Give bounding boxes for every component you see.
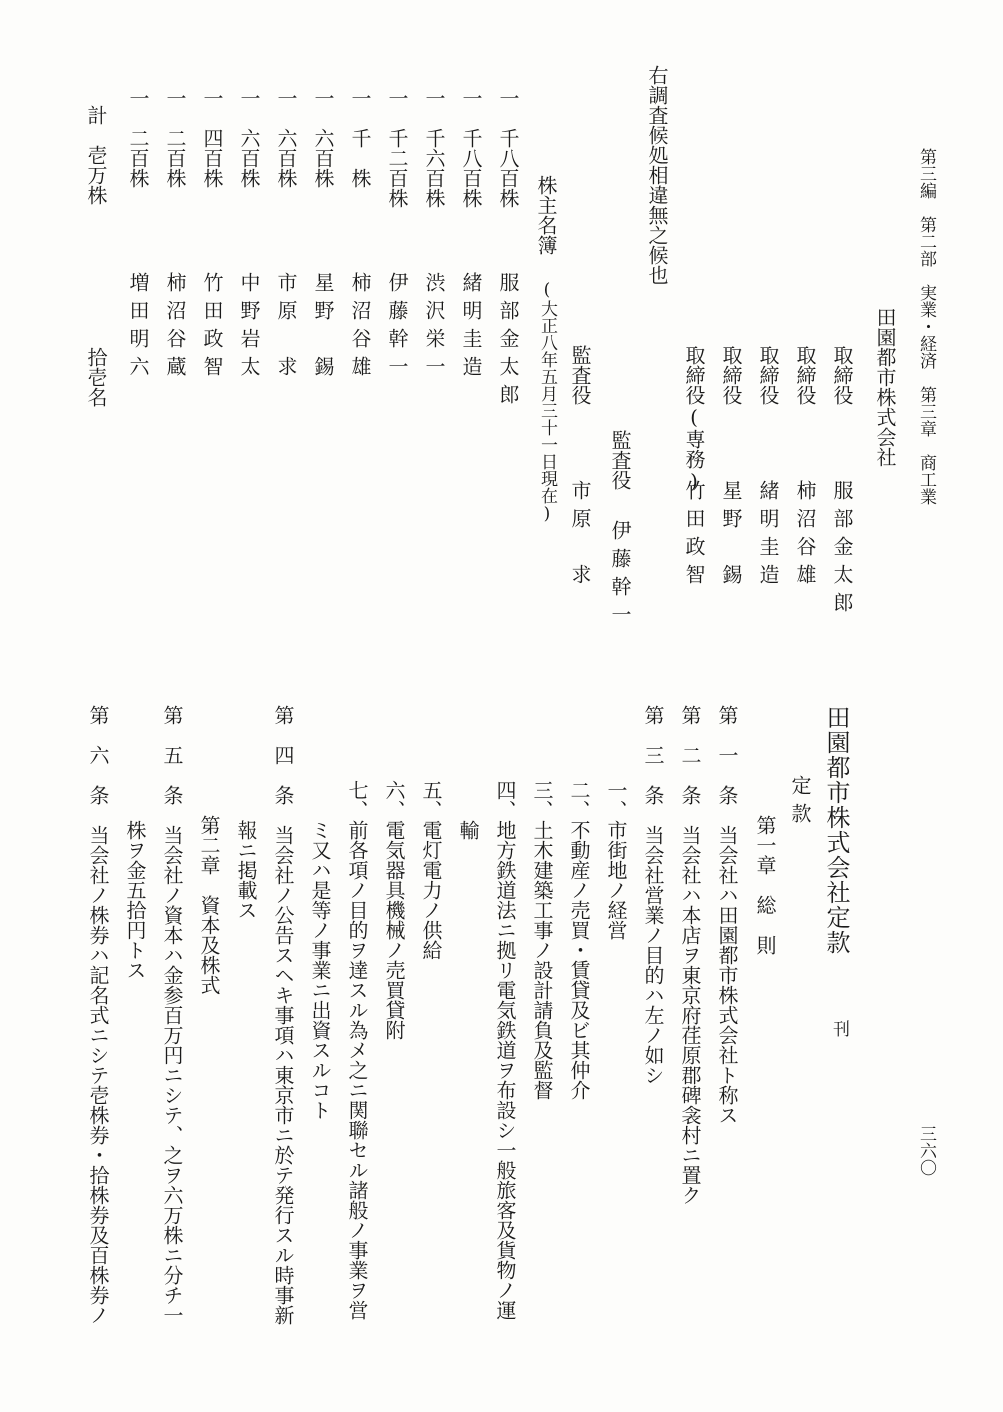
officer-name: 緒明圭造 (756, 480, 780, 592)
shareholder-name: 市原 求 (274, 272, 298, 384)
shares: 一 千八百株 (496, 88, 520, 208)
shareholder-name: 渋沢栄一 (422, 272, 446, 384)
article-item: 五、電灯電力ノ供給 (419, 780, 443, 960)
article-item-cont: ミ又ハ是等ノ事業ニ出資スルコト (308, 820, 332, 1120)
officer-name: 服部金太郎 (830, 480, 854, 620)
shares: 一 四百株 (200, 88, 224, 188)
shareholder-name: 緒明圭造 (459, 272, 483, 384)
register-date: (大正八年五月三十一日現在) (537, 280, 557, 524)
article-item: 七、前各項ノ目的ヲ達スル為メ之ニ関聯セル諸般ノ事業ヲ営 (345, 780, 369, 1320)
shareholder-name: 柿沼谷蔵 (163, 272, 187, 384)
auditor-role: 監査役 (568, 345, 592, 405)
officer-name: 星野 錫 (719, 480, 743, 592)
article-cont: 報ニ掲載ス (234, 820, 258, 920)
officer-role: 取締役 (793, 345, 817, 405)
chapter-heading: 第二章 資本及株式 (197, 815, 221, 995)
running-head: 第三編 第二部 実業・経済 第三章 商工業 (916, 148, 936, 505)
article: 第 四 条 当会社ノ公告スヘキ事項ハ東京市ニ於テ発行スル時事新 (271, 705, 295, 1325)
shares: 一 二百株 (126, 88, 150, 188)
article-item: 三、土木建築工事ノ設計請負及監督 (530, 780, 554, 1100)
page-number: 三六〇 (916, 1125, 936, 1176)
auditor-name: 市原 求 (568, 480, 592, 592)
shareholder-name: 伊藤幹一 (385, 272, 409, 384)
article-item: 一、市街地ノ経営 (604, 780, 628, 940)
officer-role: 取締役 (756, 345, 780, 405)
article-cont: 株ヲ金五拾円トス (123, 820, 147, 980)
shares: 一 二百株 (163, 88, 187, 188)
shareholder-name: 中野岩太 (237, 272, 261, 384)
shareholder-name: 星野 錫 (311, 272, 335, 384)
shares: 一 六百株 (274, 88, 298, 188)
article: 第 六 条 当会社ノ株券ハ記名式ニシテ壱株券・拾株券及百株券ノ (86, 705, 110, 1325)
shareholder-name: 増田明六 (126, 272, 150, 384)
shares: 一 六百株 (311, 88, 335, 188)
auditor-name: 伊藤幹一 (608, 520, 632, 632)
shares: 一 六百株 (237, 88, 261, 188)
shares: 一 千六百株 (422, 88, 446, 208)
shares: 一 千八百株 (459, 88, 483, 208)
shareholder-name: 服部金太郎 (496, 272, 520, 412)
article-item: 四、地方鉄道法ニ拠リ電気鉄道ヲ布設シ一般旅客及貨物ノ運 (493, 780, 517, 1320)
register-total-count: 拾壱名 (84, 347, 108, 407)
article-item: 六、電気器具機械ノ売買貸附 (382, 780, 406, 1040)
attestation: 右調査候処相違無之候也 (645, 65, 669, 285)
officer-role: 取締役 (830, 345, 854, 405)
officer-role: 取締役(専務) (682, 345, 706, 493)
chapter-heading: 第一章 総 則 (753, 815, 777, 955)
articles-title: 田園都市株式会社定款 (822, 705, 850, 955)
article-item-cont: 輸 (456, 820, 480, 840)
shareholder-name: 竹田政智 (200, 272, 224, 384)
register-total: 計 壱万株 (84, 105, 108, 205)
shares: 一 千二百株 (385, 88, 409, 208)
article-item: 二、不動産ノ売買・賃貸及ビ其仲介 (567, 780, 591, 1100)
officer-name: 柿沼谷雄 (793, 480, 817, 592)
article: 第 一 条 当会社ハ田園都市株式会社ト称ス (715, 705, 739, 1125)
register-title: 株主名簿 (534, 175, 558, 255)
article: 第 二 条 当会社ハ本店ヲ東京府荏原郡碑衾村ニ置ク (678, 705, 702, 1205)
articles-mark: 刊 (829, 1020, 849, 1037)
officer-name: 竹田政智 (682, 480, 706, 592)
shares: 一 千 株 (348, 88, 372, 188)
article: 第 五 条 当会社ノ資本ハ金参百万円ニシテ、之ヲ六万株ニ分チ一 (160, 705, 184, 1325)
article: 第 三 条 当会社営業ノ目的ハ左ノ如シ (641, 705, 665, 1085)
articles-subtitle: 定款 (788, 775, 812, 831)
officers-company: 田園都市株式会社 (873, 307, 897, 467)
auditor-role: 監査役 (608, 430, 632, 490)
officer-role: 取締役 (719, 345, 743, 405)
shareholder-name: 柿沼谷雄 (348, 272, 372, 384)
